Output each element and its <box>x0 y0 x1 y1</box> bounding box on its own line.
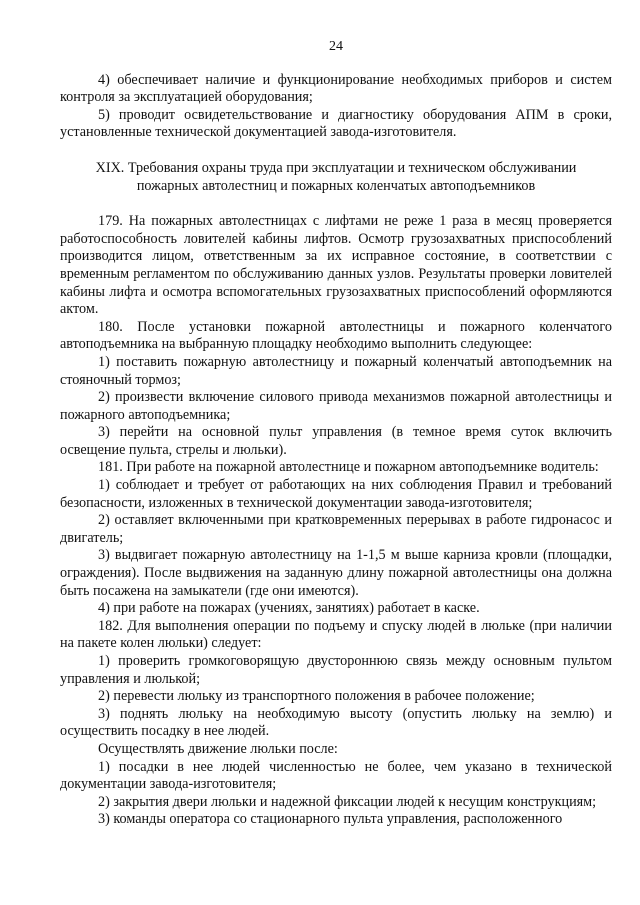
list-item: 1) соблюдает и требует от работающих на них соблюдения Правил и требований безопасности, изложенных в технической документации завода-изготовителя; <box>60 477 612 511</box>
section-heading-line: XIX. Требования охраны труда при эксплуатации и техническом обслуживании <box>95 159 577 176</box>
list-item: 3) поднять люльку на необходимую высоту (опустить люльку на землю) и осуществить посадку в нее людей. <box>60 705 612 740</box>
section-heading-line: пожарных автолестниц и пожарных коленчатых автоподъемников <box>136 177 536 194</box>
list-item: 3) выдвигает пожарную автолестницу на 1-1,5 м выше карниза кровли (площадки, ограждения). После выдвижения на заданную длину пожарной автолестницы она должна быть посажена на замыкатели (где они имеются). <box>60 547 612 599</box>
list-item: 4) при работе на пожарах (учениях, занятиях) работает в каске. <box>98 600 480 617</box>
list-item: 3) команды оператора со стационарного пульта управления, расположенного <box>98 811 563 828</box>
paragraph-179: 179. На пожарных автолестницах с лифтами не реже 1 раза в месяц проверяется работоспособность ловителей кабины лифтов. Осмотр грузозахватных приспособлений производится лицом, ответственным за их исправное состояние, в соответствии с временным регламентом по обслуживанию данных узлов. Результаты проверки ловителей кабины лифта и осмотра вспомогательных грузозахватных приспособлений оформляются актом. <box>60 213 612 318</box>
list-item: 1) посадки в нее людей численностью не более, чем указано в технической документации завода-изготовителя; <box>60 758 612 793</box>
list-item: 2) оставляет включенными при кратковременных перерывах в работе гидронасос и двигатель; <box>60 512 612 546</box>
document-page <box>60 38 612 829</box>
list-item: 2) произвести включение силового привода механизмов пожарной автолестницы и пожарного автоподъемника; <box>60 389 612 423</box>
section-heading <box>60 160 612 195</box>
list-item: 2) перевести люльку из транспортного положения в рабочее положение; <box>98 688 535 705</box>
list-item: 1) проверить громкоговорящую двустороннюю связь между основным пультом управления и люлькой; <box>60 653 612 687</box>
list-item: 1) поставить пожарную автолестницу и пожарный коленчатый автоподъемник на стояночный тормоз; <box>60 353 612 388</box>
list-item: 4) обеспечивает наличие и функционирование необходимых приборов и систем контроля за эксплуатацией оборудования; <box>60 71 612 106</box>
paragraph-180: 180. После установки пожарной автолестницы и пожарного коленчатого автоподъемника на выбранную площадку необходимо выполнить следующее: <box>60 318 612 353</box>
paragraph-181: 181. При работе на пожарной автолестнице и пожарном автоподъемнике водитель: <box>98 459 599 476</box>
paragraph: Осуществлять движение люльки после: <box>98 740 338 757</box>
page-number: 24 <box>329 39 343 54</box>
list-item: 3) перейти на основной пульт управления (в темное время суток включить освещение пульта, стрелы и люльки). <box>60 424 612 458</box>
list-item: 2) закрытия двери люльки и надежной фиксации людей к несущим конструкциям; <box>98 793 597 810</box>
list-item: 5) проводит освидетельствование и диагностику оборудования АПМ в сроки, установленные технической документацией завода-изготовителя. <box>60 106 612 141</box>
paragraph-182: 182. Для выполнения операции по подъему и спуску людей в люльке (при наличии на пакете колен люльки) следует: <box>60 617 612 652</box>
spacer <box>60 195 612 213</box>
spacer <box>60 142 612 160</box>
